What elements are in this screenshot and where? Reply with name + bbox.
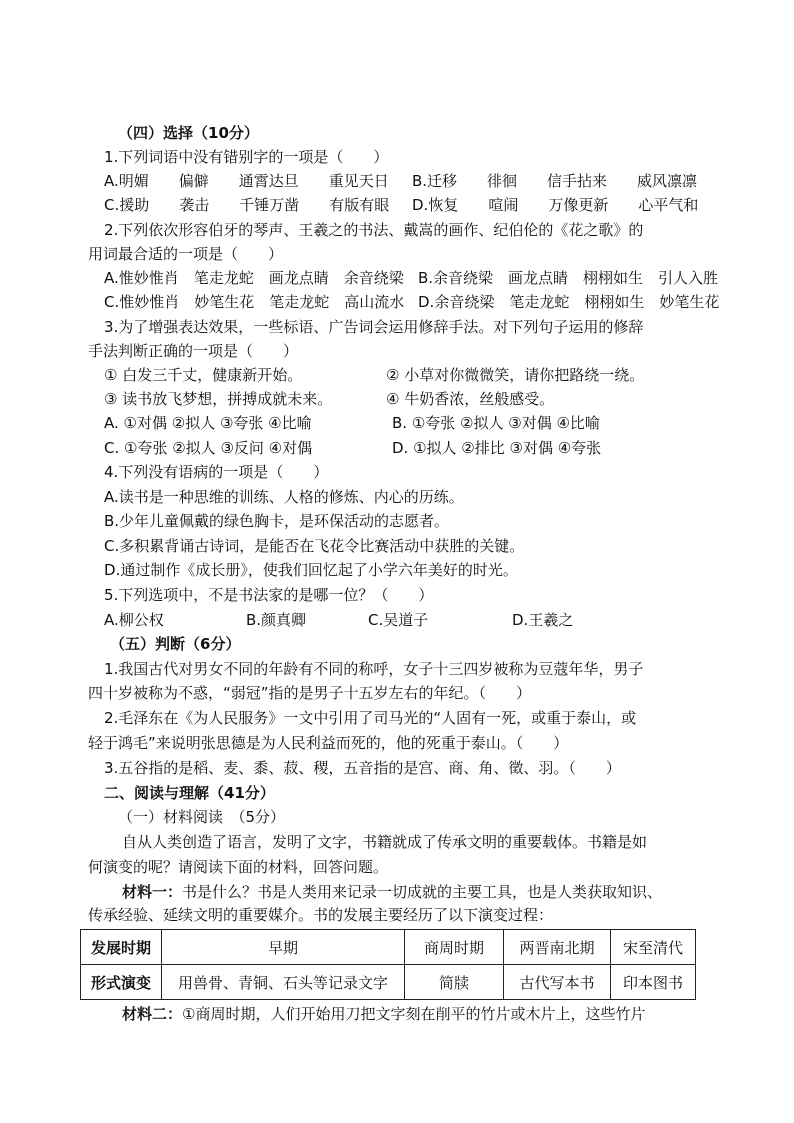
- table-row: [81, 930, 696, 965]
- q4-option-b: B.少年儿童佩戴的绿色胸卡，是环保活动的志愿者。: [104, 512, 450, 530]
- q1-option-b: B.迁移 徘徊 信手拈来 威风凛凛: [412, 172, 698, 190]
- section-five-title: （五）判断（6分）: [110, 635, 241, 653]
- q1-option-c: C.援助 袭击 千锤万凿 有版有眼: [104, 196, 390, 214]
- q3-stem-line2: 手法判断正确的一项是（ ）: [88, 342, 299, 360]
- table-cell: 发展时期: [81, 930, 162, 965]
- q4-option-c: C.多积累背诵古诗词，是能否在飞花令比赛活动中获胜的关键。: [104, 537, 525, 555]
- material-two-label: 材料二：: [122, 1005, 183, 1023]
- section-four-title: （四）选择（10分）: [118, 124, 259, 142]
- q2-option-c: C.惟妙惟肖 妙笔生花 笔走龙蛇 高山流水: [104, 293, 405, 311]
- q5-option-b: B.颜真卿: [246, 611, 307, 629]
- judge-2-line1: 2.毛泽东在《为人民服务》一文中引用了司马光的“人固有一死，或重于泰山，或: [104, 709, 637, 727]
- material-one-text1: 书是什么？书是人类用来记录一切成就的主要工具，也是人类获取知识、: [182, 883, 663, 901]
- material-one-line1: [122, 881, 662, 903]
- q2-option-a: A.惟妙惟肖 笔走龙蛇 画龙点睛 余音绕梁: [104, 269, 404, 287]
- q3-stem-line1: 3.为了增强表达效果，一些标语、广告词会运用修辞手法。对下列句子运用的修辞: [104, 318, 644, 336]
- material-one-label: 材料一：: [122, 883, 183, 901]
- q1-option-a: A.明媚 偏僻 通霄达旦 重见天日: [104, 172, 389, 190]
- q4-option-a: A.读书是一种思维的训练、人格的修炼、内心的历练。: [104, 488, 464, 506]
- q3-sentence-2: ② 小草对你微微笑，请你把路绕一绕。: [386, 366, 645, 384]
- table-cell: 两晋南北期: [504, 930, 611, 965]
- q5-option-c: C.吴道子: [368, 611, 429, 629]
- q3-sentence-4: ④ 牛奶香浓，丝般感受。: [386, 390, 555, 408]
- q3-sentence-1: ① 白发三千丈，健康新开始。: [104, 366, 303, 384]
- q5-option-a: A.柳公权: [104, 611, 164, 629]
- table-cell: 宋至清代: [611, 930, 696, 965]
- q4-option-d: D.通过制作《成长册》，使我们回忆起了小学六年美好的时光。: [104, 561, 518, 579]
- q3-option-d: D. ①拟人 ②排比 ③对偶 ④夸张: [392, 439, 602, 457]
- q3-option-c: C. ①夸张 ②拟人 ③反问 ④对偶: [104, 439, 313, 457]
- reading-intro-line1: 自从人类创造了语言，发明了文字，书籍就成了传承文明的重要载体。书籍是如: [122, 833, 648, 851]
- reading-intro-line2: 何演变的呢？请阅读下面的材料，回答问题。: [88, 858, 389, 876]
- q1-option-d: D.恢复 喧闹 万像更新 心平气和: [412, 196, 699, 214]
- q2-stem-line2: 用词最合适的一项是（ ）: [88, 245, 284, 263]
- q1-stem: 1.下列词语中没有错别字的一项是（ ）: [104, 148, 389, 166]
- material-two-text: ①商周时期，人们开始用刀把文字刻在削平的竹片或木片上，这些竹片: [182, 1005, 646, 1023]
- q4-stem: 4.下列没有语病的一项是（ ）: [104, 463, 329, 481]
- q3-option-b: B. ①夸张 ②拟人 ③对偶 ④比喻: [392, 414, 600, 432]
- q5-stem: 5.下列选项中，不是书法家的是哪一位？（ ）: [104, 586, 434, 604]
- q5-option-d: D.王羲之: [512, 611, 574, 629]
- book-evolution-table: [80, 929, 696, 1000]
- table-cell: 早期: [162, 930, 405, 965]
- table-cell: 用兽骨、青铜、石头等记录文字: [162, 965, 405, 1000]
- table-cell: 印本图书: [611, 965, 696, 1000]
- judge-2-line2: 轻于鸿毛”来说明张思德是为人民利益而死的，他的死重于泰山。（ ）: [88, 734, 569, 752]
- reading-section-title: 二、阅读与理解（41分）: [104, 784, 275, 802]
- table-cell: 形式演变: [81, 965, 162, 1000]
- q2-option-b: B.余音绕梁 画龙点睛 栩栩如生 引人入胜: [418, 269, 719, 287]
- judge-1-line2: 四十岁被称为不惑，“弱冠”指的是男子十五岁左右的年纪。（ ）: [88, 684, 532, 702]
- q3-option-a: A. ①对偶 ②拟人 ③夸张 ④比喻: [104, 414, 312, 432]
- judge-3: 3.五谷指的是稻、麦、黍、菽、稷，五音指的是宫、商、角、徵、羽。（ ）: [104, 759, 621, 777]
- material-two-line1: [122, 1003, 645, 1025]
- judge-1-line1: 1.我国古代对男女不同的年龄有不同的称呼，女子十三四岁被称为豆蔻年华，男子: [104, 660, 644, 678]
- table-cell: 古代写本书: [504, 965, 611, 1000]
- material-one-line2: 传承经验、延续文明的重要媒介。书的发展主要经历了以下演变过程：: [88, 906, 554, 924]
- table-cell: 商周时期: [405, 930, 504, 965]
- q2-option-d: D.余音绕梁 笔走龙蛇 栩栩如生 妙笔生花: [418, 293, 720, 311]
- q2-stem-line1: 2.下列依次形容伯牙的琴声、王羲之的书法、戴嵩的画作、纪伯伦的《花之歌》的: [104, 221, 644, 239]
- table-cell: 简牍: [405, 965, 504, 1000]
- table-row: [81, 965, 696, 1000]
- q3-sentence-3: ③ 读书放飞梦想，拼搏成就未来。: [104, 390, 333, 408]
- reading-sub-title: （一）材料阅读 （5分）: [118, 808, 286, 826]
